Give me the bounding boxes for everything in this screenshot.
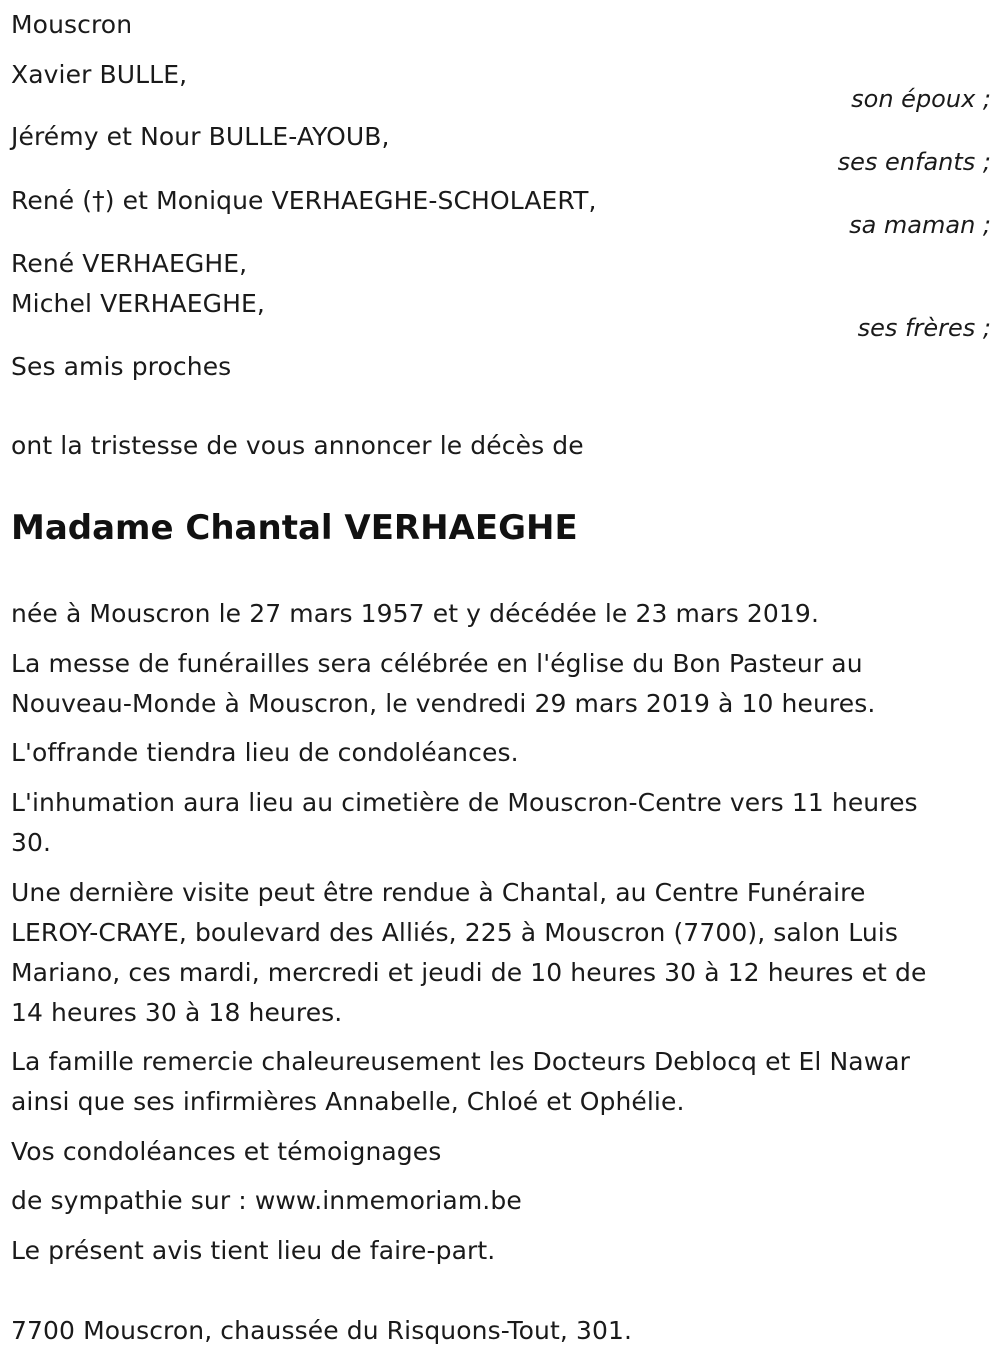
announcement-line: ont la tristesse de vous annoncer le décès de (11, 431, 584, 460)
family-address: 7700 Mouscron, chaussée du Risquons-Tout, 301. (11, 1316, 633, 1345)
friends-line: Ses amis proches (11, 352, 232, 381)
paragraph-birth-death (11, 594, 986, 634)
text-line: La messe de funérailles sera célébrée en l'église du Bon Pasteur au (11, 649, 863, 678)
text-line: 30. (11, 828, 52, 857)
text-line: LEROY-CRAYE, boulevard des Alliés, 225 à Mouscron (7700), salon Luis (11, 918, 898, 947)
brothers-role: ses frères ; (857, 314, 991, 342)
text-line: Vos condoléances et témoignages (11, 1137, 442, 1166)
text-line: ainsi que ses infirmières Annabelle, Chloé et Ophélie. (11, 1087, 685, 1116)
children-role: ses enfants ; (837, 148, 991, 176)
paragraph-offering (11, 733, 986, 773)
paragraph-thanks (11, 1042, 986, 1122)
mother-role: sa maman ; (849, 211, 991, 239)
paragraph-notice (11, 1231, 986, 1271)
children-names: Jérémy et Nour BULLE-AYOUB, (11, 122, 390, 151)
text-line: Le présent avis tient lieu de faire-part. (11, 1236, 496, 1265)
text-line: L'offrande tiendra lieu de condoléances. (11, 738, 519, 767)
brother-name: René VERHAEGHE, (11, 249, 248, 278)
paragraph-website (11, 1181, 986, 1221)
city-heading: Mouscron (11, 10, 133, 39)
paragraph-condolences (11, 1132, 986, 1172)
text-line: La famille remercie chaleureusement les Docteurs Deblocq et El Nawar (11, 1047, 911, 1076)
text-line: Mariano, ces mardi, mercredi et jeudi de 10 heures 30 à 12 heures et de (11, 958, 927, 987)
paragraph-burial (11, 783, 986, 863)
deceased-name: Madame Chantal VERHAEGHE (11, 508, 578, 548)
spouse-role: son époux ; (851, 85, 991, 113)
paragraph-funeral-mass (11, 644, 986, 724)
mother-names: René (†) et Monique VERHAEGHE-SCHOLAERT, (11, 186, 597, 215)
text-line: L'inhumation aura lieu au cimetière de Mouscron-Centre vers 11 heures (11, 788, 918, 817)
paragraph-visit (11, 873, 986, 1033)
text-line: Nouveau-Monde à Mouscron, le vendredi 29 mars 2019 à 10 heures. (11, 689, 876, 718)
text-line: 14 heures 30 à 18 heures. (11, 998, 343, 1027)
spouse-name: Xavier BULLE, (11, 60, 188, 89)
text-line: de sympathie sur : www.inmemoriam.be (11, 1186, 522, 1215)
brother-name: Michel VERHAEGHE, (11, 289, 265, 318)
text-line: Une dernière visite peut être rendue à Chantal, au Centre Funéraire (11, 878, 866, 907)
text-line: née à Mouscron le 27 mars 1957 et y décédée le 23 mars 2019. (11, 599, 819, 628)
